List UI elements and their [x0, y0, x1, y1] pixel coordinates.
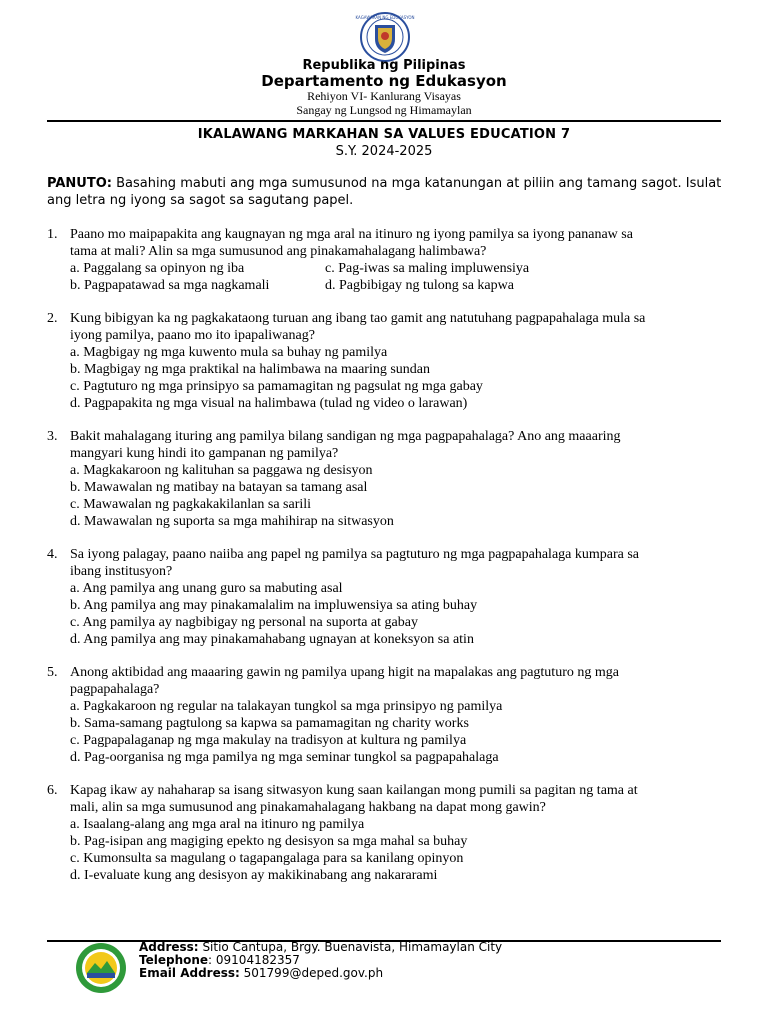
instructions-text: Basahing mabuti ang mga sumusunod na mga katanungan at piliin ang tamang sagot. Isulat ang letra ng iyong sa sagot sa sagutang papel. — [47, 176, 722, 208]
question-text: Paano mo maipapakita ang kaugnayan ng mga aral na itinuro ng iyong pamilya sa iyong pananaw sa tama at mali? Alin sa mga sumusunod ang pinakamahalagang halimbawa? — [70, 227, 633, 259]
question-item — [47, 546, 727, 648]
deped-seal-logo — [354, 11, 416, 63]
choice-a: a. Magbigay ng mga kuwento mula sa buhay ng pamilya — [70, 345, 388, 360]
choice-c: c. Ang pamilya ay nagbibigay ng personal na suporta at gabay — [70, 615, 418, 630]
footer-contact — [139, 941, 502, 980]
header-divider — [47, 120, 721, 122]
footer-email-line — [139, 967, 502, 980]
choice-c: c. Pagpapalaganap ng mga makulay na tradisyon at kultura ng pamilya — [70, 733, 467, 748]
question-number: 3. — [47, 429, 58, 444]
choice-d: d. Ang pamilya ang may pinakamahabang ugnayan at koneksyon sa atin — [70, 632, 474, 647]
instructions-label: PANUTO: — [47, 176, 112, 191]
question-number: 1. — [47, 227, 58, 242]
choice-d: d. Mawawalan ng suporta sa mga mahihirap na sitwasyon — [70, 514, 394, 529]
choice-d: d. Pagbibigay ng tulong sa kapwa — [325, 278, 514, 293]
email-value: 501799@deped.gov.ph — [243, 966, 384, 980]
email-label: Email Address: — [139, 966, 240, 980]
telephone-value: : 09104182357 — [208, 953, 300, 967]
address-label: Address: — [139, 940, 199, 954]
choice-c: c. Pagtuturo ng mga prinsipyo sa pamamagitan ng pagsulat ng mga gabay — [70, 379, 483, 394]
question-number: 2. — [47, 311, 58, 326]
choice-b: b. Pag-isipan ang magiging epekto ng desisyon sa mga mahal sa buhay — [70, 834, 468, 849]
choice-a: a. Pagkakaroon ng regular na talakayan tungkol sa mga prinsipyo ng pamilya — [70, 699, 503, 714]
question-list — [47, 226, 727, 900]
choice-b: b. Magbigay ng mga praktikal na halimbawa na maaring sundan — [70, 362, 431, 377]
address-value: Sitio Cantupa, Brgy. Buenavista, Himamaylan City — [202, 940, 503, 954]
svg-text:KAGAWARAN NG EDUKASYON: KAGAWARAN NG EDUKASYON — [355, 15, 415, 20]
choice-b: b. Ang pamilya ang may pinakamalalim na impluwensiya sa ating buhay — [70, 598, 478, 613]
question-item — [47, 664, 727, 766]
division-text: Sangay ng Lungsod ng Himamaylan — [296, 103, 472, 117]
school-logo — [70, 941, 132, 995]
department-heading: Departamento ng Edukasyon — [261, 72, 507, 90]
question-text: Kapag ikaw ay nahaharap sa isang sitwasyon kung saan kailangan mong pumili sa pagitan ng tama at mali, alin sa mga sumusunod ang pinakamahalagang hakbang na dapat mong gawin? — [70, 783, 638, 815]
instructions — [47, 175, 727, 209]
choice-c: c. Pag-iwas sa maling impluwensiya — [325, 261, 530, 276]
question-item — [47, 226, 727, 294]
choice-a: a. Ang pamilya ang unang guro sa mabuting asal — [70, 581, 343, 596]
question-number: 4. — [47, 547, 58, 562]
choice-d: d. I-evaluate kung ang desisyon ay makikinabang ang nakararami — [70, 868, 438, 883]
question-text: Anong aktibidad ang maaaring gawin ng pamilya upang higit na mapalakas ang pagtuturo ng mga pagpapahalaga? — [70, 665, 619, 697]
question-item — [47, 428, 727, 530]
choice-d: d. Pag-oorganisa ng mga pamilya ng mga seminar tungkol sa pagpapahalaga — [70, 750, 499, 765]
question-number: 6. — [47, 783, 58, 798]
choice-c: c. Mawawalan ng pagkakakilanlan sa sarili — [70, 497, 312, 512]
exam-title: IKALAWANG MARKAHAN SA VALUES EDUCATION 7 — [197, 127, 571, 142]
choice-c: c. Kumonsulta sa magulang o tagapangalaga para sa kanilang opinyon — [70, 851, 464, 866]
choice-a: a. Paggalang sa opinyon ng iba — [70, 261, 245, 276]
choice-d: d. Pagpapakita ng mga visual na halimbawa (tulad ng video o larawan) — [70, 396, 468, 411]
choice-b: b. Sama-samang pagtulong sa kapwa sa pamamagitan ng charity works — [70, 716, 469, 731]
question-item — [47, 310, 727, 412]
republic-heading: Republika ng Pilipinas — [302, 58, 466, 73]
telephone-label: Telephone — [139, 953, 209, 967]
question-text: Sa iyong palagay, paano naiiba ang papel ng pamilya sa pagtuturo ng mga pagpapahalaga kumpara sa ibang institusyon? — [70, 547, 640, 579]
choice-a: a. Magkakaroon ng kalituhan sa paggawa ng desisyon — [70, 463, 373, 478]
choice-b: b. Pagpapatawad sa mga nagkamali — [70, 278, 270, 293]
school-year: S.Y. 2024-2025 — [335, 144, 433, 159]
question-number: 5. — [47, 665, 58, 680]
choice-grid — [70, 260, 727, 294]
choice-b: b. Mawawalan ng matibay na batayan sa tamang asal — [70, 480, 368, 495]
question-text: Kung bibigyan ka ng pagkakataong turuan ang ibang tao gamit ang natutuhang pagpapahalaga mula sa iyong pamilya, paano mo ito ipapaliwanag? — [70, 311, 646, 343]
choice-a: a. Isaalang-alang ang mga aral na itinuro ng pamilya — [70, 817, 365, 832]
question-item — [47, 782, 727, 884]
region-text: Rehiyon VI- Kanlurang Visayas — [307, 89, 461, 103]
question-text: Bakit mahalagang ituring ang pamilya bilang sandigan ng mga pagpapahalaga? Ano ang maaaring mangyari kung hindi ito gampanan ng pamilya? — [70, 429, 621, 461]
